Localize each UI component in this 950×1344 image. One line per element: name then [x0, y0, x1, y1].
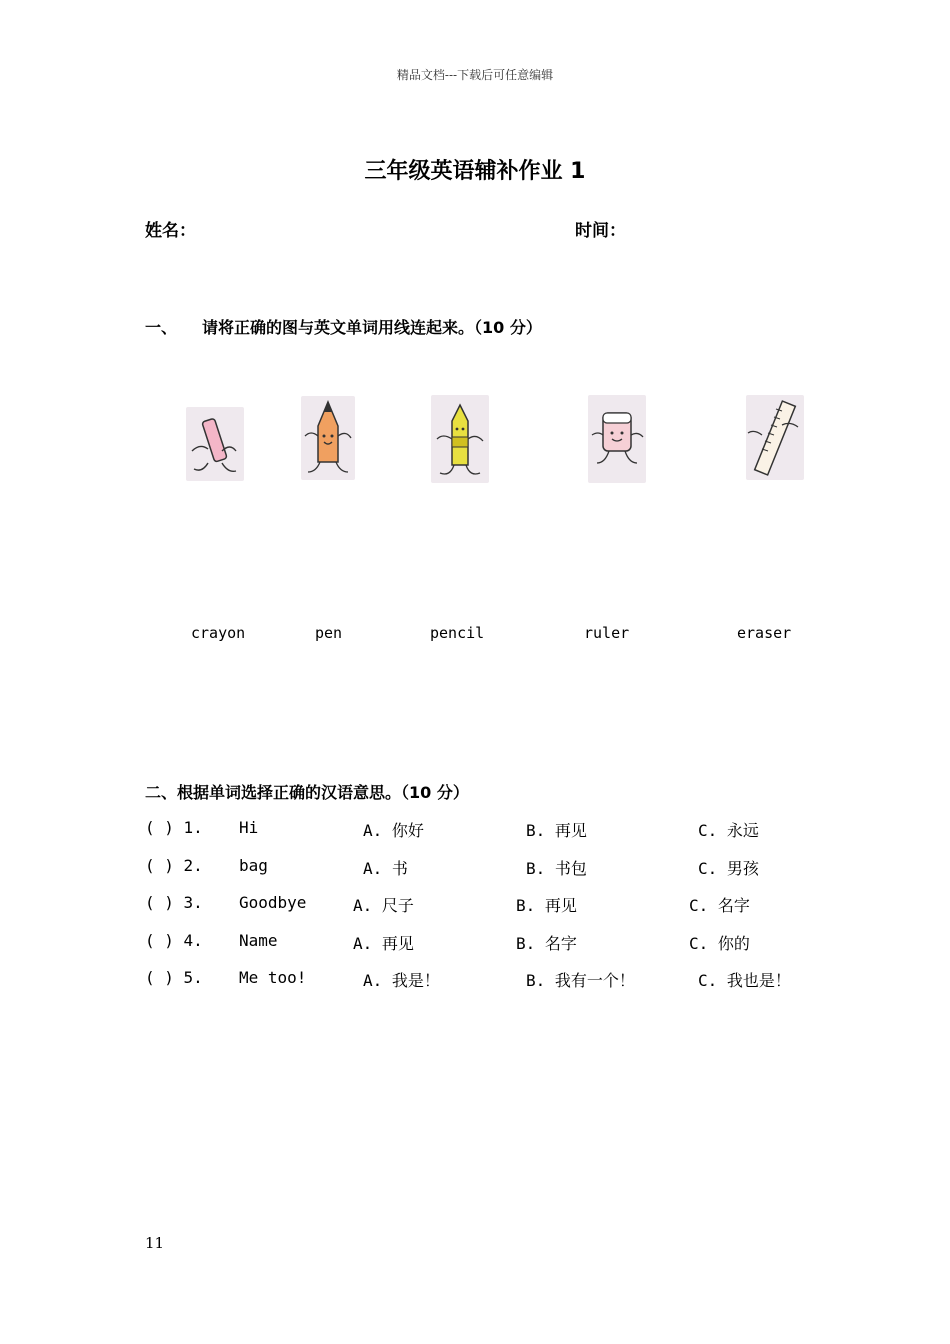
- name-label: 姓名：: [145, 221, 196, 241]
- option-b: B. 再见: [516, 896, 577, 915]
- eraser-picture: [588, 395, 646, 483]
- section1-number: 一、: [145, 318, 178, 337]
- page-number: 11: [145, 1234, 165, 1252]
- question-number: ( ) 2.: [145, 856, 203, 875]
- question-number: ( ) 4.: [145, 931, 203, 950]
- ruler-picture: [746, 395, 804, 480]
- option-c: C. 名字: [689, 896, 750, 915]
- question-word: Name: [239, 931, 278, 950]
- word-pencil: pencil: [430, 624, 485, 642]
- option-a: A. 书: [363, 859, 408, 878]
- word-ruler: ruler: [584, 624, 630, 642]
- pencil-picture: [301, 396, 355, 480]
- option-c: C. 你的: [689, 934, 750, 953]
- word-eraser: eraser: [737, 624, 792, 642]
- page-header: 精品文档---下载后可任意编辑: [396, 68, 554, 82]
- page-title: 三年级英语辅补作业 1: [364, 159, 586, 184]
- option-a: A. 尺子: [353, 896, 414, 915]
- option-b: B. 名字: [516, 934, 577, 953]
- option-a: A. 你好: [363, 821, 424, 840]
- time-label: 时间：: [575, 221, 626, 241]
- question-word: Goodbye: [239, 893, 307, 912]
- option-b: B. 再见: [526, 821, 587, 840]
- option-c: C. 男孩: [698, 859, 759, 878]
- question-number: ( ) 3.: [145, 893, 203, 912]
- option-a: A. 再见: [353, 934, 414, 953]
- section2-title: 二、根据单词选择正确的汉语意思。（10 分）: [145, 783, 469, 802]
- option-c: C. 我也是！: [698, 971, 791, 990]
- crayon-yellow-picture: [431, 395, 489, 483]
- word-crayon: crayon: [191, 624, 246, 642]
- question-word: Me too!: [239, 968, 307, 987]
- option-a: A. 我是！: [363, 971, 440, 990]
- question-number: ( ) 5.: [145, 968, 203, 987]
- crayon-picture: [186, 407, 244, 481]
- option-b: B. 我有一个！: [526, 971, 635, 990]
- section1-title: 请将正确的图与英文单词用线连起来。（10 分）: [202, 318, 542, 337]
- question-word: Hi: [239, 818, 259, 837]
- question-number: ( ) 1.: [145, 818, 203, 837]
- question-word: bag: [239, 856, 268, 875]
- option-b: B. 书包: [526, 859, 587, 878]
- word-pen: pen: [315, 624, 343, 642]
- option-c: C. 永远: [698, 821, 759, 840]
